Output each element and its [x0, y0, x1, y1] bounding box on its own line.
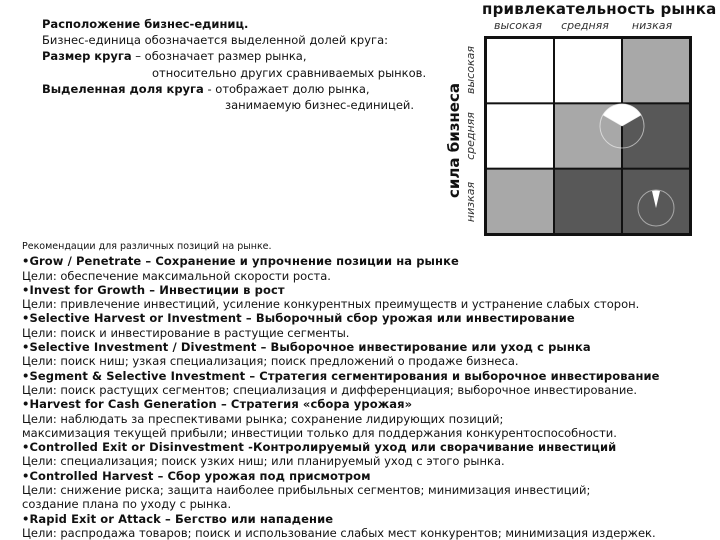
- legend-share-text: - отображает долю рынка,: [203, 81, 370, 96]
- recommendation-heading: •Controlled Exit or Disinvestment -Контролируемый уход или сворачивание инвестиций: [22, 440, 617, 455]
- matrix-cell: [487, 39, 553, 102]
- matrix-cell: [555, 170, 621, 233]
- legend-circle-size-label: Размер круга: [42, 49, 132, 64]
- matrix-cell: [555, 39, 621, 102]
- recommendation-heading: •Harvest for Cash Generation – Стратегия «сбора урожая»: [22, 397, 413, 412]
- recommendations-list: [22, 254, 714, 540]
- recommendation-goal: Цели: привлечение инвестиций, усиление конкурентных преимуществ и устранение слабых сторон.: [22, 297, 640, 312]
- recommendation-heading: •Invest for Growth – Инвестиции в рост: [22, 282, 285, 297]
- recommendation-goal: Цели: поиск и инвестирование в растущие сегменты.: [22, 325, 350, 340]
- recommendation-goal: Цели: обеспечение максимальной скорости роста.: [22, 268, 331, 283]
- recommendation-goal: Цели: специализация; поиск узких ниш; или планируемый уход с этого рынка.: [22, 454, 505, 469]
- matrix-cell: [487, 170, 553, 233]
- recommendation-goal: Цели: наблюдать за преспективами рынка; сохранение лидирующих позиций;: [22, 411, 504, 426]
- legend-line-2: [42, 48, 462, 64]
- recommendation-goal: Цели: распродажа товаров; поиск и использование слабых мест конкурентов; минимизация издержек.: [22, 525, 656, 540]
- matrix-graphic: [486, 38, 690, 234]
- recommendation-heading: •Grow / Penetrate – Сохранение и упрочнение позиции на рынке: [22, 254, 459, 269]
- legend: [42, 16, 462, 113]
- matrix-column-high: высокая: [494, 19, 542, 32]
- matrix-title: привлекательность рынка: [482, 0, 717, 18]
- recommendations-intro: Рекомендации для различных позиций на рынке.: [22, 241, 272, 252]
- matrix-column-medium: средняя: [561, 19, 609, 32]
- matrix-cell: [623, 39, 689, 102]
- matrix-cell: [487, 104, 553, 167]
- recommendation-goal: Цели: поиск ниш; узкая специализация; поиск предложений о продаже бизнеса.: [22, 354, 519, 369]
- recommendation-goal: Цели: поиск растущих сегментов; специализация и дифференциация; выборочное инвестирование.: [22, 382, 638, 397]
- legend-line-1: Бизнес-единица обозначается выделенной долей круга:: [42, 33, 388, 48]
- recommendation-heading: •Selective Harvest or Investment – Выборочный сбор урожая или инвестирование: [22, 311, 575, 326]
- legend-title: Расположение бизнес-единиц.: [42, 17, 249, 31]
- matrix-side-title: сила бизнеса: [445, 83, 463, 198]
- recommendation-goal: Цели: снижение риска; защита наиболее прибыльных сегментов; минимизация инвестиций;: [22, 483, 591, 498]
- matrix-column-low: низкая: [631, 19, 673, 32]
- recommendation-heading: •Segment & Selective Investment – Стратегия сегментирования и выборочное инвестирование: [22, 368, 660, 383]
- legend-line-3: относительно других сравниваемых рынков.: [152, 65, 427, 80]
- matrix-row-low: низкая: [464, 181, 477, 223]
- recommendation-heading: •Controlled Harvest – Сбор урожая под присмотром: [22, 468, 371, 483]
- recommendation-heading: •Rapid Exit or Attack – Бегство или нападение: [22, 511, 334, 526]
- legend-share-label: Выделенная доля круга: [42, 81, 204, 96]
- matrix-row-high: высокая: [464, 46, 477, 94]
- legend-line-4: [42, 81, 462, 97]
- recommendations: [22, 240, 714, 540]
- matrix-row-medium: средняя: [464, 112, 477, 160]
- recommendation-heading: •Selective Investment / Divestment – Выборочное инвестирование или уход с рынка: [22, 340, 591, 355]
- strategy-matrix: [484, 36, 692, 236]
- legend-circle-size-text: – обозначает размер рынка,: [131, 49, 307, 64]
- legend-line-5: занимаемую бизнес-единицей.: [225, 98, 415, 113]
- recommendation-goal: создание плана по уходу с рынка.: [22, 497, 232, 512]
- recommendation-goal: максимизация текущей прибыли; инвестиции только для поддержания конкурентоспособности.: [22, 425, 617, 440]
